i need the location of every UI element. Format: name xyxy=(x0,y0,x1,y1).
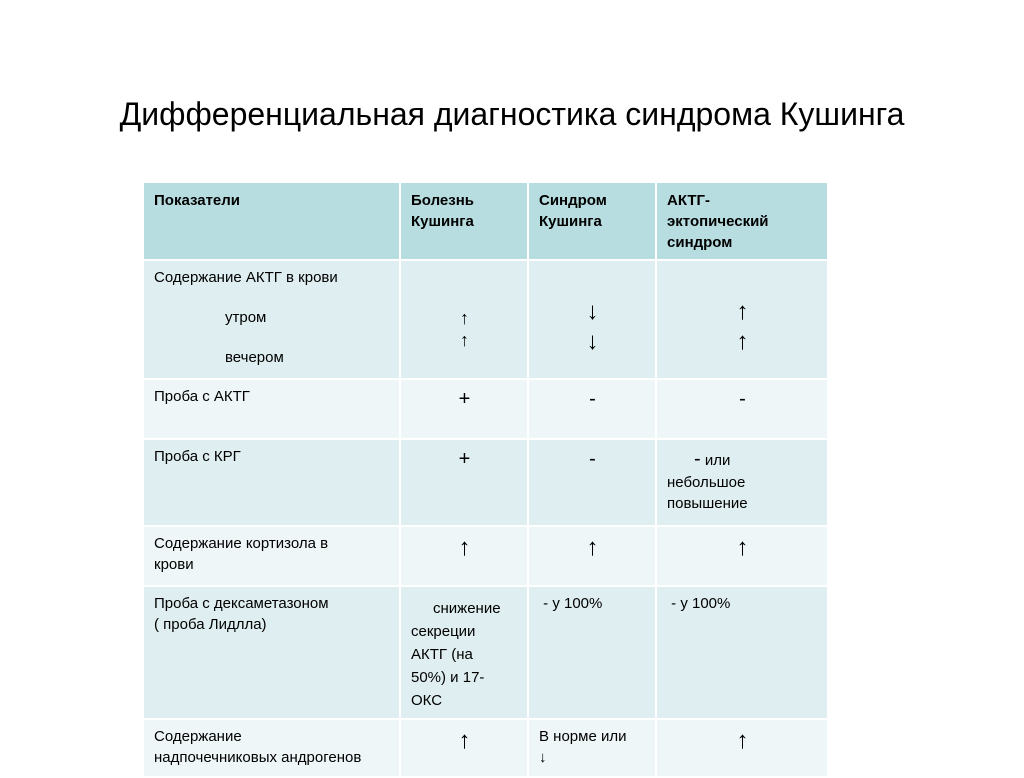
cell-text: ОКС xyxy=(411,692,443,709)
cell-ectopic-acth xyxy=(656,260,827,379)
header-indicators-text: Показатели xyxy=(154,192,241,209)
page-title: Дифференциальная диагностика синдрома Кушинга xyxy=(119,96,905,132)
header-text: Синдром xyxy=(539,192,607,209)
cell-cushing-disease xyxy=(400,439,528,526)
table-row xyxy=(144,439,827,526)
row-label xyxy=(144,260,400,379)
cell-ectopic-acth xyxy=(656,379,827,439)
arrow-up-icon: ↑ xyxy=(460,308,469,328)
minus-sign: - xyxy=(589,388,596,410)
sub-label-morning: утром xyxy=(225,309,267,326)
header-text: эктопический xyxy=(667,213,769,230)
header-ectopic-acth xyxy=(656,183,827,260)
table-row xyxy=(144,379,827,439)
table-row xyxy=(144,260,827,379)
cell-cushing-disease xyxy=(400,379,528,439)
arrow-down-icon: ↓ xyxy=(586,328,599,355)
header-text: Кушинга xyxy=(411,213,474,230)
minus-sign: - xyxy=(694,448,701,470)
row-label-text: Проба с дексаметазоном xyxy=(154,595,329,612)
cell-text: повышение xyxy=(667,495,748,512)
arrow-up-icon: ↑ xyxy=(460,330,469,350)
diagnosis-table xyxy=(144,183,827,778)
row-label-text: Содержание xyxy=(154,728,242,745)
arrow-down-icon: ↓ xyxy=(539,749,547,766)
row-label-text: ( проба Лидлла) xyxy=(154,616,267,633)
cell-text: 50%) и 17- xyxy=(411,669,485,686)
cell-ectopic-acth xyxy=(656,719,827,777)
arrow-up-icon: ↑ xyxy=(736,298,749,325)
cell-text: В норме или xyxy=(539,728,627,745)
row-label-text: Проба с КРГ xyxy=(154,448,241,465)
table-row xyxy=(144,586,827,719)
cell-ectopic-acth xyxy=(656,439,827,526)
row-label-text: Содержание кортизола в xyxy=(154,535,329,552)
arrow-up-icon: ↑ xyxy=(736,727,749,754)
arrow-up-icon: ↑ xyxy=(458,727,471,754)
table-row xyxy=(144,719,827,777)
plus-sign: + xyxy=(458,448,471,470)
cell-text: или xyxy=(700,452,731,469)
arrow-up-icon: ↑ xyxy=(736,328,749,355)
cell-text: - у 100% xyxy=(539,595,603,612)
row-label xyxy=(144,586,400,719)
header-text: Болезнь xyxy=(411,192,474,209)
row-label-text: надпочечниковых андрогенов xyxy=(154,749,362,766)
arrow-up-icon: ↑ xyxy=(736,534,749,561)
table-row xyxy=(144,526,827,586)
minus-sign: - xyxy=(739,388,746,410)
cell-cushing-syndrome xyxy=(528,526,656,586)
cell-cushing-syndrome xyxy=(528,586,656,719)
cell-cushing-syndrome xyxy=(528,260,656,379)
header-text: синдром xyxy=(667,234,733,251)
header-cushing-disease xyxy=(400,183,528,260)
header-indicators xyxy=(144,183,400,260)
cell-cushing-syndrome xyxy=(528,439,656,526)
cell-text: небольшое xyxy=(667,474,746,491)
arrow-down-icon: ↓ xyxy=(586,298,599,325)
cell-text: АКТГ (на xyxy=(411,646,473,663)
cell-cushing-syndrome xyxy=(528,719,656,777)
cell-text: секреции xyxy=(411,623,476,640)
header-text: АКТГ- xyxy=(667,192,711,209)
row-label xyxy=(144,526,400,586)
cell-cushing-disease xyxy=(400,526,528,586)
row-label xyxy=(144,439,400,526)
cell-cushing-disease xyxy=(400,260,528,379)
minus-sign: - xyxy=(589,448,596,470)
header-cushing-syndrome xyxy=(528,183,656,260)
row-label-text: крови xyxy=(154,556,194,573)
arrow-up-icon: ↑ xyxy=(586,534,599,561)
cell-cushing-disease xyxy=(400,719,528,777)
cell-cushing-disease xyxy=(400,586,528,719)
cell-text: снижение xyxy=(433,600,501,617)
cell-ectopic-acth xyxy=(656,526,827,586)
cell-text: - у 100% xyxy=(667,595,731,612)
row-label xyxy=(144,719,400,777)
plus-sign: + xyxy=(458,388,471,410)
row-label-text: Проба с АКТГ xyxy=(154,388,250,405)
cell-cushing-syndrome xyxy=(528,379,656,439)
header-text: Кушинга xyxy=(539,213,602,230)
cell-ectopic-acth xyxy=(656,586,827,719)
sub-label-evening: вечером xyxy=(225,349,284,366)
row-label-text: Содержание АКТГ в крови xyxy=(154,269,338,286)
arrow-up-icon: ↑ xyxy=(458,534,471,561)
table-header-row xyxy=(144,183,827,260)
row-label xyxy=(144,379,400,439)
